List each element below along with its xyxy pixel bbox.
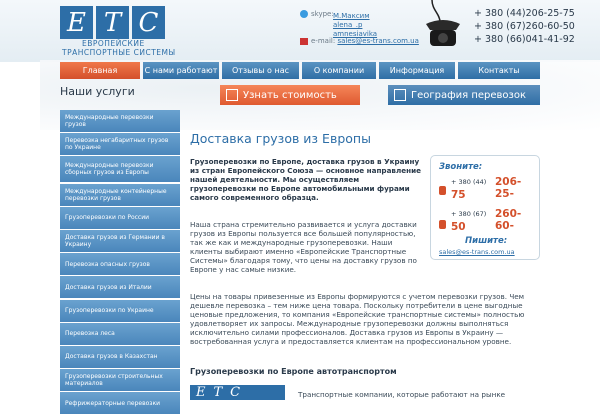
contact-box-code-2: + 380 (67) bbox=[451, 210, 487, 218]
nav-info[interactable]: Информация bbox=[379, 62, 455, 79]
map-icon bbox=[394, 89, 406, 101]
geography-label: География перевозок bbox=[411, 89, 527, 101]
logo-letters bbox=[60, 6, 165, 39]
nav-about[interactable]: О компании bbox=[302, 62, 376, 79]
page-title: Доставка грузов из Европы bbox=[190, 131, 371, 146]
logo-letter-c: C bbox=[132, 6, 165, 39]
sidebar-item-germany[interactable]: Доставка грузов из Германии в Украину bbox=[60, 230, 180, 252]
etc-logo-image: ETC bbox=[190, 385, 285, 400]
sidebar-item-timber[interactable]: Перевозка леса bbox=[60, 323, 180, 345]
phone-icon bbox=[439, 186, 446, 195]
main-nav bbox=[60, 62, 540, 79]
sidebar-item-oversized[interactable]: Перевозка негабаритных грузов по Украине bbox=[60, 133, 180, 155]
skype-contact-2[interactable]: alena_.p bbox=[333, 21, 363, 29]
geography-button[interactable] bbox=[388, 85, 540, 105]
logo-letter-e: E bbox=[60, 6, 93, 39]
sidebar-item-italy[interactable]: Доставка грузов из Италии bbox=[60, 276, 180, 298]
skype-names bbox=[333, 12, 377, 39]
skype-row bbox=[300, 10, 334, 18]
skype-contact-1[interactable]: M.Максим bbox=[333, 12, 370, 20]
contact-box-write-title: Пишите: bbox=[465, 236, 508, 246]
sidebar-item-refrigerator[interactable]: Рефрижераторные перевозки bbox=[60, 392, 180, 414]
telephone-icon bbox=[410, 0, 460, 50]
bottom-paragraph: Транспортные компании, которые работают на рынке bbox=[298, 390, 506, 399]
phone-icon bbox=[439, 220, 446, 229]
nav-clients[interactable]: С нами работают bbox=[143, 62, 219, 79]
skype-icon bbox=[300, 10, 308, 18]
contact-box-email-link[interactable]: sales@es-trans.com.ua bbox=[439, 248, 515, 256]
calculate-cost-button[interactable] bbox=[220, 85, 360, 105]
header-phone-3[interactable]: + 380 (66)041-41-92 bbox=[474, 34, 575, 45]
header-phone-1[interactable]: + 380 (44)206-25-75 bbox=[474, 8, 575, 19]
sidebar-item-groupage[interactable]: Международные перевозки сборных грузов из Европы bbox=[60, 156, 180, 182]
logo-subtitle-2: ТРАНСПОРТНЫЕ СИСТЕМЫ bbox=[62, 48, 176, 57]
nav-reviews[interactable]: Отзывы о нас bbox=[222, 62, 299, 79]
sidebar-item-construction[interactable]: Грузоперевозки строительных материалов bbox=[60, 369, 180, 391]
contact-box-number-1b[interactable]: 75 bbox=[451, 189, 466, 201]
nav-contacts[interactable]: Контакты bbox=[458, 62, 540, 79]
contact-box-code-1: + 380 (44) bbox=[451, 178, 487, 186]
body-paragraph-2: Цены на товары привезенные из Европы формируются с учетом перевозки грузов. Чем дешевле перевозка – тем ниже цена товара. Поскольку потребители в цене выгодные ценовые предложения, то компания «Европейские транспортные системы» полностью удовлетворяет их запросы. Международные грузоперевозки должны выполняться исключительно силами профессионалов. Доставка грузов из Европы в Украину — востребованная услуга и предоставляется клиентам на профессиональном уровне. bbox=[190, 292, 525, 346]
site-logo[interactable] bbox=[60, 6, 190, 58]
logo-letter-t: T bbox=[96, 6, 129, 39]
mail-icon bbox=[300, 38, 308, 45]
body-paragraph-1: Наша страна стремительно развивается и услуга доставки грузов из Европы пользуется все большей популярностью, так же как и международные грузоперевозки. Наши клиенты выбирают именно «Европейские Транспортные Системы» благодаря тому, что цены на доставку грузов по Европе у нас самые низкие. bbox=[190, 220, 417, 274]
contact-box-number-2b[interactable]: 50 bbox=[451, 221, 466, 233]
email-label: e-mail: bbox=[311, 37, 336, 45]
services-sidebar bbox=[60, 110, 180, 415]
header-phones bbox=[474, 7, 575, 46]
email-row bbox=[300, 37, 419, 45]
contact-box-call-title: Звоните: bbox=[439, 162, 483, 172]
services-title: Наши услуги bbox=[60, 85, 135, 98]
calculator-icon bbox=[226, 89, 238, 101]
sidebar-item-kazakhstan[interactable]: Доставка грузов в Казахстан bbox=[60, 346, 180, 368]
calculate-cost-label: Узнать стоимость bbox=[243, 89, 337, 101]
contact-box bbox=[430, 155, 540, 260]
sidebar-item-container[interactable]: Международные контейнерные перевозки грузов bbox=[60, 184, 180, 206]
sidebar-item-dangerous[interactable]: Перевозка опасных грузов bbox=[60, 253, 180, 275]
contact-box-number-1a[interactable]: 206-25- bbox=[495, 176, 522, 200]
sidebar-item-russia[interactable]: Грузоперевозки по России bbox=[60, 207, 180, 229]
section-subtitle: Грузоперевозки по Европе автотранспортом bbox=[190, 367, 397, 376]
sidebar-item-international[interactable]: Международные перевозки грузов bbox=[60, 110, 180, 132]
header-phone-2[interactable]: + 380 (67)260-60-50 bbox=[474, 21, 575, 32]
logo-subtitle-1: ЕВРОПЕЙСКИЕ bbox=[82, 39, 145, 48]
contact-box-number-2a[interactable]: 260-60- bbox=[495, 208, 522, 232]
nav-home[interactable]: Главная bbox=[60, 62, 140, 79]
skype-contact-3[interactable]: amnesiavika bbox=[333, 30, 378, 38]
header-email-link[interactable]: sales@es-trans.com.ua bbox=[337, 37, 419, 45]
intro-paragraph: Грузоперевозки по Европе, доставка грузов в Украину из стран Европейского Союза — основное направление нашей деятельности. Мы осуществляем грузоперевозки по Европе автомобильными фурами самого современного образца. bbox=[190, 157, 421, 202]
sidebar-item-ukraine[interactable]: Грузоперевозки по Украине bbox=[60, 300, 180, 322]
skype-label: skype: bbox=[311, 10, 334, 18]
